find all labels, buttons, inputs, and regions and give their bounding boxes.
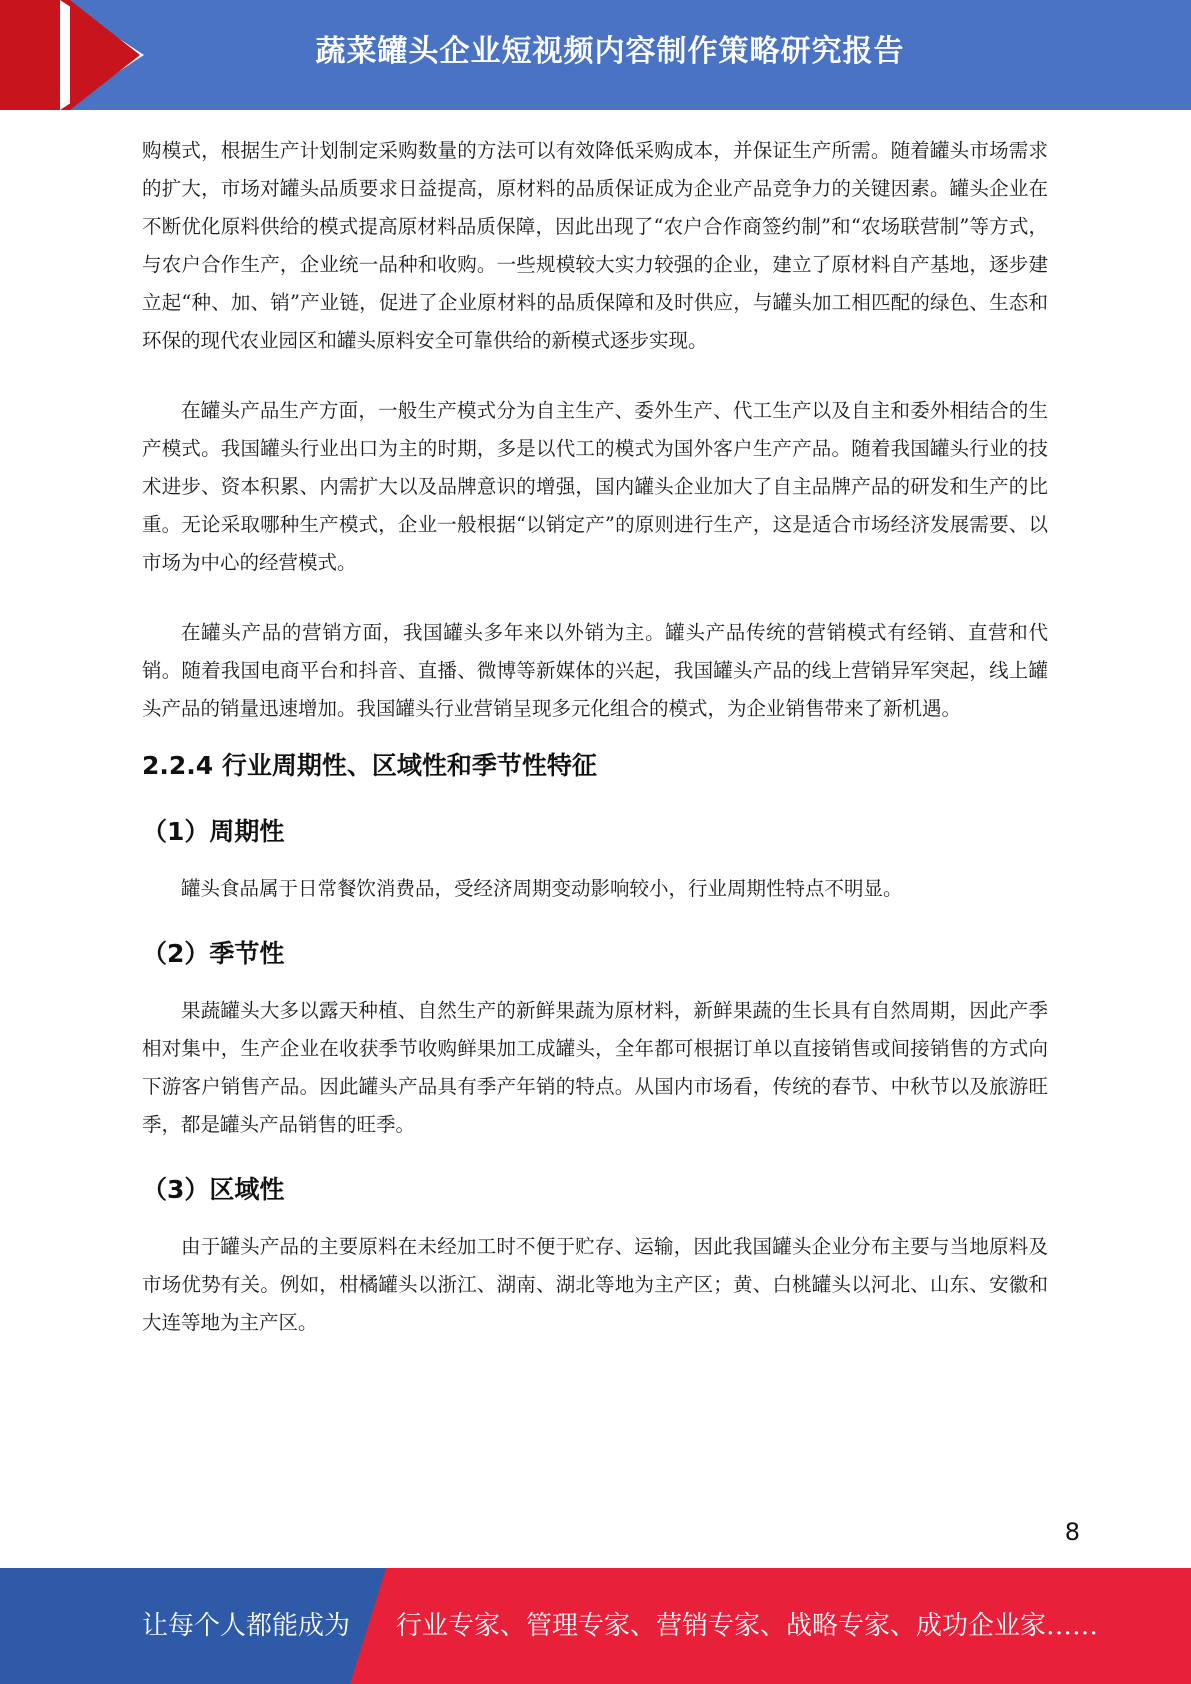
page-content xyxy=(142,132,1048,1342)
subsection-heading-seasonality: （2）季节性 xyxy=(142,939,285,968)
subsection-heading-periodicity: （1）周期性 xyxy=(142,817,285,846)
paragraph-marketing: 在罐头产品的营销方面，我国罐头多年来以外销为主。罐头产品传统的营销模式有经销、直营和代销。随着我国电商平台和抖音、直播、微博等新媒体的兴起，我国罐头产品的线上营销异军突起，线上罐头产品的销量迅速增加。我国罐头行业营销呈现多元化组合的模式，为企业销售带来了新机遇。 xyxy=(142,621,1048,720)
paragraph-production: 在罐头产品生产方面，一般生产模式分为自主生产、委外生产、代工生产以及自主和委外相结合的生产模式。我国罐头行业出口为主的时期，多是以代工的模式为国外客户生产产品。随着我国罐头行业的技术进步、资本积累、内需扩大以及品牌意识的增强，国内罐头企业加大了自主品牌产品的研发和生产的比重。无论采取哪种生产模式，企业一般根据“以销定产”的原则进行生产，这是适合市场经济发展需要、以市场为中心的经营模式。 xyxy=(142,399,1048,574)
header-chevron-inner xyxy=(70,0,140,110)
page-number: 8 xyxy=(1064,1518,1080,1546)
paragraph-seasonality: 果蔬罐头大多以露天种植、自然生产的新鲜果蔬为原材料，新鲜果蔬的生长具有自然周期，因此产季相对集中，生产企业在收获季节收购鲜果加工成罐头，全年都可根据订单以直接销售或间接销售的方式向下游客户销售产品。因此罐头产品具有季产年销的特点。从国内市场看，传统的春节、中秋节以及旅游旺季，都是罐头产品销售的旺季。 xyxy=(142,999,1048,1136)
report-title: 蔬菜罐头企业短视频内容制作策略研究报告 xyxy=(315,34,905,69)
paragraph-periodicity: 罐头食品属于日常餐饮消费品，受经济周期变动影响较小，行业周期性特点不明显。 xyxy=(181,877,903,900)
footer-blue-slant xyxy=(350,1568,386,1684)
footer-slogan-left: 让每个人都能成为 xyxy=(142,1611,351,1641)
paragraph-procurement: 购模式，根据生产计划制定采购数量的方法可以有效降低采购成本，并保证生产所需。随着罐头市场需求的扩大，市场对罐头品质要求日益提高，原材料的品质保证成为企业产品竞争力的关键因素。罐头企业在不断优化原料供给的模式提高原材料品质保障，因此出现了“农户合作商签约制”和“农场联营制”等方式，与农户合作生产，企业统一品种和收购。一些规模较大实力较强的企业，建立了原材料自产基地，逐步建立起“种、加、销”产业链，促进了企业原材料的品质保障和及时供应，与罐头加工相匹配的绿色、生态和环保的现代农业园区和罐头原料安全可靠供给的新模式逐步实现。 xyxy=(142,139,1048,352)
paragraph-regionality: 由于罐头产品的主要原料在未经加工时不便于贮存、运输，因此我国罐头企业分布主要与当地原料及市场优势有关。例如，柑橘罐头以浙江、湖南、湖北等地为主产区；黄、白桃罐头以河北、山东、安徽和大连等地为主产区。 xyxy=(142,1235,1048,1334)
page-footer xyxy=(0,1568,1191,1684)
subsection-heading-regionality: （3）区域性 xyxy=(142,1175,285,1204)
section-heading: 2.2.4 行业周期性、区域性和季节性特征 xyxy=(142,751,597,780)
footer-slogan-right: 行业专家、管理专家、营销专家、战略专家、成功企业家…… xyxy=(396,1611,1099,1641)
page-header xyxy=(0,0,1191,110)
